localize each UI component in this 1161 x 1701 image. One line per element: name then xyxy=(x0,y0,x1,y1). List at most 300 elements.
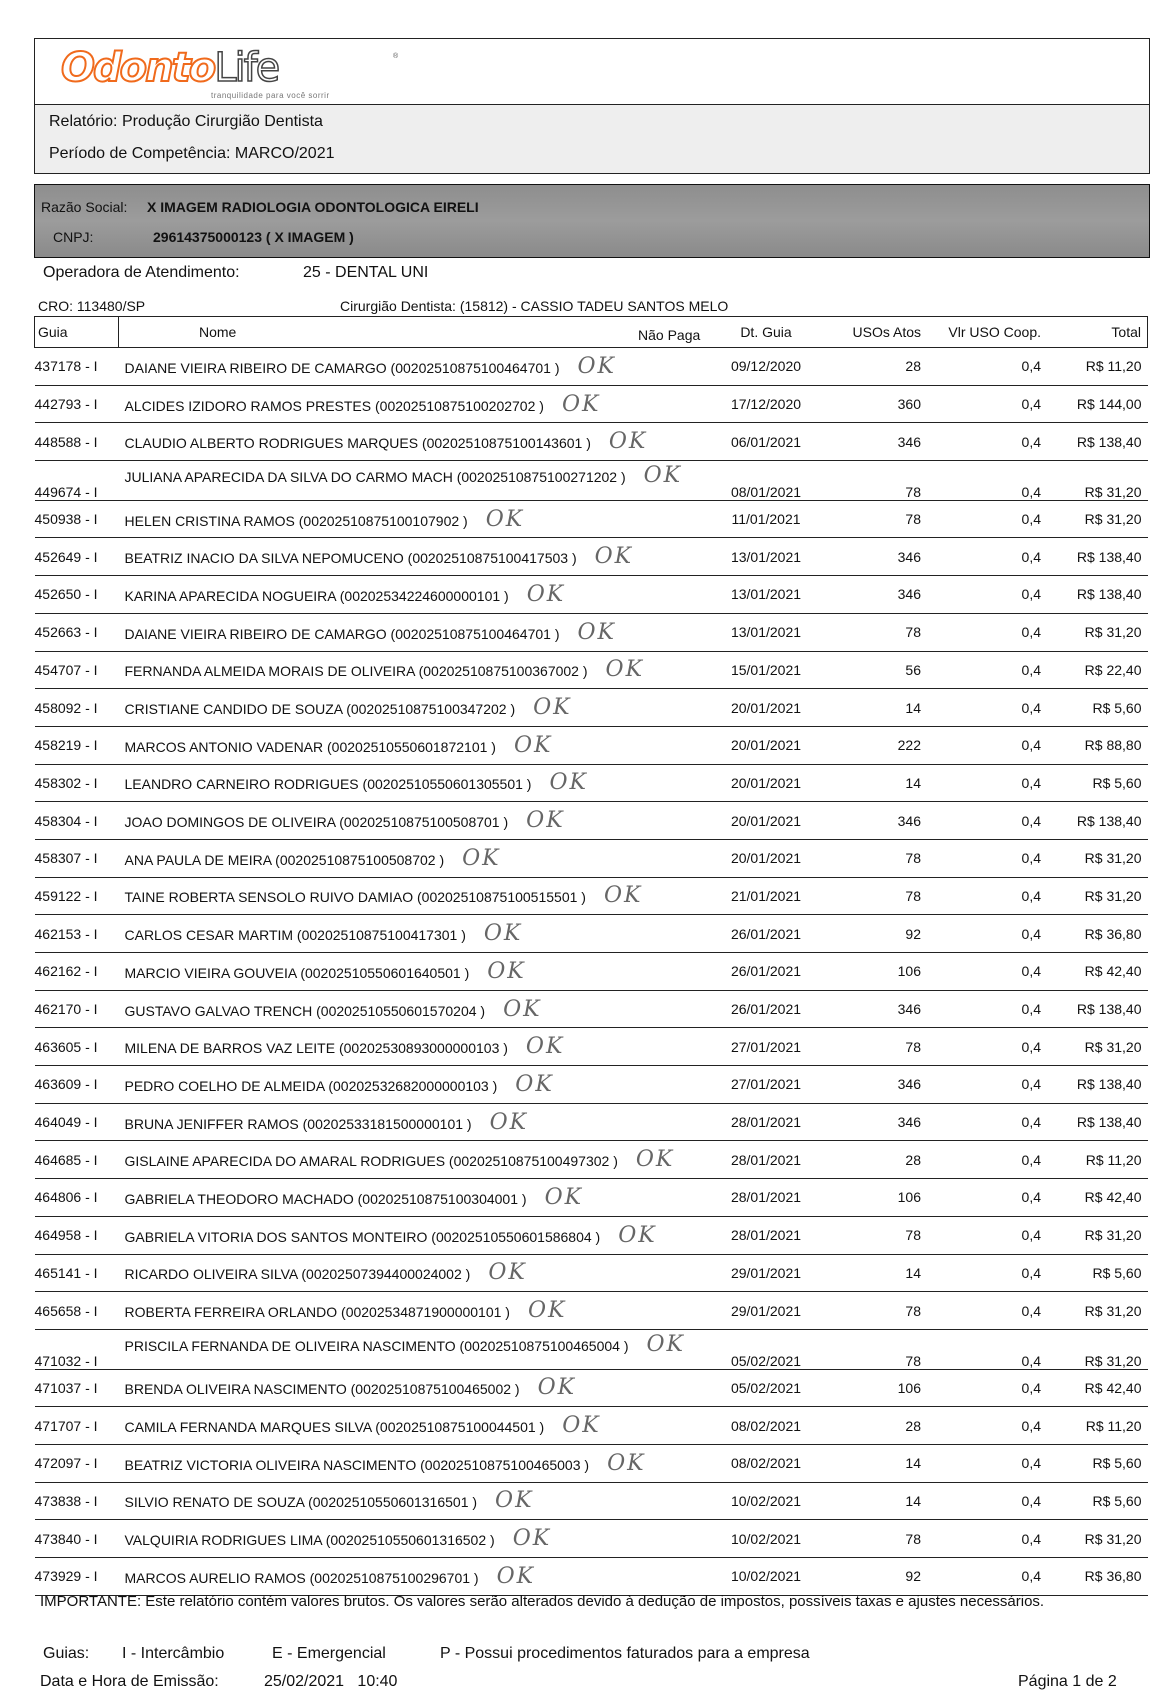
cell-guia: 454707 - I xyxy=(35,651,119,689)
cell-usos: 346 xyxy=(821,423,937,461)
cell-nome xyxy=(119,1292,712,1330)
handwritten-ok-mark: OK xyxy=(495,1488,534,1514)
cell-nome xyxy=(119,423,712,461)
handwritten-ok-mark: OK xyxy=(496,1563,536,1589)
cell-total: R$ 31,20 xyxy=(1057,1329,1148,1369)
handwritten-ok-mark: OK xyxy=(577,619,616,645)
table-row xyxy=(35,1066,1148,1104)
table-row xyxy=(35,915,1148,953)
cell-dt-guia: 21/01/2021 xyxy=(711,877,821,915)
cell-total: R$ 31,20 xyxy=(1057,877,1148,915)
handwritten-ok-mark: OK xyxy=(561,391,601,417)
patient-name: ANA PAULA DE MEIRA (00202510875100508702 ) xyxy=(124,851,445,868)
handwritten-ok-mark: OK xyxy=(549,770,588,796)
cell-nome xyxy=(119,1216,712,1254)
cell-usos: 28 xyxy=(821,1141,937,1179)
cell-usos: 78 xyxy=(821,1028,937,1066)
patient-name: MILENA DE BARROS VAZ LEITE (00202530893000000103 ) xyxy=(124,1040,508,1057)
table-row xyxy=(35,461,1148,501)
cell-dt-guia: 20/01/2021 xyxy=(711,839,821,877)
cell-vlr-uso: 0,4 xyxy=(937,689,1057,727)
cell-dt-guia: 08/01/2021 xyxy=(711,461,821,501)
table-header-row xyxy=(35,317,1148,348)
cell-nome xyxy=(119,689,712,727)
cell-nome xyxy=(119,1558,712,1596)
cell-total: R$ 5,60 xyxy=(1057,764,1148,802)
cell-dt-guia: 08/02/2021 xyxy=(711,1407,821,1445)
cell-total: R$ 11,20 xyxy=(1057,1407,1148,1445)
cell-nome xyxy=(119,348,712,386)
cell-dt-guia: 27/01/2021 xyxy=(711,1066,821,1104)
cell-usos: 56 xyxy=(821,651,937,689)
cell-usos: 346 xyxy=(821,1103,937,1141)
patient-name: GUSTAVO GALVAO TRENCH (00202510550601570204 ) xyxy=(124,1002,486,1019)
cell-total: R$ 138,40 xyxy=(1057,1066,1148,1104)
cell-guia: 463605 - I xyxy=(35,1028,119,1066)
table-row xyxy=(35,500,1148,538)
patient-name: PRISCILA FERNANDA DE OLIVEIRA NASCIMENTO (00202510875100465004 ) xyxy=(124,1337,629,1354)
handwritten-ok-mark: OK xyxy=(635,1147,675,1173)
patient-name: MARCIO VIEIRA GOUVEIA (00202510550601640501 ) xyxy=(124,964,470,981)
cell-nome xyxy=(119,915,712,953)
cell-nome xyxy=(119,1444,712,1482)
cell-total: R$ 31,20 xyxy=(1057,1292,1148,1330)
cell-usos: 346 xyxy=(821,576,937,614)
table-row xyxy=(35,1254,1148,1292)
handwritten-ok-mark: OK xyxy=(525,1034,565,1060)
cell-vlr-uso: 0,4 xyxy=(937,651,1057,689)
cell-usos: 106 xyxy=(821,1369,937,1407)
cell-nome xyxy=(119,1482,712,1520)
table-row xyxy=(35,764,1148,802)
cell-dt-guia: 28/01/2021 xyxy=(711,1216,821,1254)
cell-usos: 78 xyxy=(821,1520,937,1558)
patient-name: FERNANDA ALMEIDA MORAIS DE OLIVEIRA (00202510875100367002 ) xyxy=(124,663,588,680)
cell-nome xyxy=(119,1179,712,1217)
cell-usos: 78 xyxy=(821,613,937,651)
cell-vlr-uso: 0,4 xyxy=(937,1329,1057,1369)
cell-total: R$ 42,40 xyxy=(1057,1369,1148,1407)
cell-vlr-uso: 0,4 xyxy=(937,613,1057,651)
cell-total: R$ 5,60 xyxy=(1057,1482,1148,1520)
header-vlr-uso: Vlr USO Coop. xyxy=(937,317,1057,348)
patient-name: CRISTIANE CANDIDO DE SOUZA (00202510875100347202 ) xyxy=(124,701,516,718)
cell-total: R$ 42,40 xyxy=(1057,953,1148,991)
cell-dt-guia: 10/02/2021 xyxy=(711,1558,821,1596)
handwritten-ok-mark: OK xyxy=(577,353,616,379)
cell-total: R$ 5,60 xyxy=(1057,689,1148,727)
table-row xyxy=(35,1444,1148,1482)
patient-name: KARINA APARECIDA NOGUEIRA (00202534224600000101 ) xyxy=(124,587,509,604)
cell-nome xyxy=(119,385,712,423)
cell-usos: 14 xyxy=(821,764,937,802)
company-info xyxy=(34,184,1150,258)
cell-usos: 28 xyxy=(821,348,937,386)
handwritten-ok-mark: OK xyxy=(603,883,643,909)
cell-vlr-uso: 0,4 xyxy=(937,877,1057,915)
razao-value: X IMAGEM RADIOLOGIA ODONTOLOGICA EIRELI xyxy=(147,199,479,215)
cell-dt-guia: 15/01/2021 xyxy=(711,651,821,689)
table-row xyxy=(35,877,1148,915)
cell-total: R$ 31,20 xyxy=(1057,1028,1148,1066)
cell-usos: 360 xyxy=(821,385,937,423)
cell-nome xyxy=(119,877,712,915)
cell-total: R$ 5,60 xyxy=(1057,1254,1148,1292)
cell-nome xyxy=(119,802,712,840)
cell-vlr-uso: 0,4 xyxy=(937,1444,1057,1482)
cell-usos: 78 xyxy=(821,877,937,915)
table-row xyxy=(35,1141,1148,1179)
cell-vlr-uso: 0,4 xyxy=(937,500,1057,538)
cell-vlr-uso: 0,4 xyxy=(937,461,1057,501)
production-table xyxy=(34,316,1148,1596)
cell-usos: 346 xyxy=(821,1066,937,1104)
table-row xyxy=(35,802,1148,840)
table-row xyxy=(35,538,1148,576)
patient-name: LEANDRO CARNEIRO RODRIGUES (00202510550601305501 ) xyxy=(124,776,532,793)
cell-usos: 78 xyxy=(821,1216,937,1254)
patient-name: RICARDO OLIVEIRA SILVA (00202507394400024002 ) xyxy=(124,1266,471,1283)
cell-vlr-uso: 0,4 xyxy=(937,726,1057,764)
cell-vlr-uso: 0,4 xyxy=(937,1520,1057,1558)
cell-usos: 106 xyxy=(821,1179,937,1217)
cell-guia: 458307 - I xyxy=(35,839,119,877)
table-row xyxy=(35,1103,1148,1141)
table-row xyxy=(35,839,1148,877)
table-row xyxy=(35,348,1148,386)
cell-guia: 464049 - I xyxy=(35,1103,119,1141)
handwritten-ok-mark: OK xyxy=(503,996,542,1022)
handwritten-ok-mark: OK xyxy=(562,1413,601,1439)
cell-vlr-uso: 0,4 xyxy=(937,385,1057,423)
cell-guia: 462162 - I xyxy=(35,953,119,991)
table-row xyxy=(35,1558,1148,1596)
cell-dt-guia: 06/01/2021 xyxy=(711,423,821,461)
cell-vlr-uso: 0,4 xyxy=(937,348,1057,386)
page-number: Página 1 de 2 xyxy=(1018,1673,1117,1690)
cell-guia: 471032 - I xyxy=(35,1329,119,1369)
cell-usos: 346 xyxy=(821,538,937,576)
legend-label: Guias: xyxy=(43,1645,90,1662)
cell-total: R$ 138,40 xyxy=(1057,990,1148,1028)
cell-total: R$ 36,80 xyxy=(1057,915,1148,953)
handwritten-ok-mark: OK xyxy=(643,463,683,489)
handwritten-ok-mark: OK xyxy=(526,581,566,607)
patient-name: DAIANE VIEIRA RIBEIRO DE CAMARGO (00202510875100464701 ) xyxy=(124,359,560,376)
important-note: IMPORTANTE: Este relatório contém valores brutos. Os valores serão alterados devido à dedução de impostos, possíveis taxas e ajustes necessários. xyxy=(40,1593,1045,1610)
cell-total: R$ 138,40 xyxy=(1057,1103,1148,1141)
cell-dt-guia: 08/02/2021 xyxy=(711,1444,821,1482)
cell-guia: 471037 - I xyxy=(35,1369,119,1407)
cell-nome xyxy=(119,726,712,764)
cell-vlr-uso: 0,4 xyxy=(937,1369,1057,1407)
cell-usos: 92 xyxy=(821,915,937,953)
cell-nome xyxy=(119,1520,712,1558)
cell-total: R$ 11,20 xyxy=(1057,348,1148,386)
cell-usos: 78 xyxy=(821,1329,937,1369)
handwritten-ok-mark: OK xyxy=(515,1071,554,1097)
cell-dt-guia: 27/01/2021 xyxy=(711,1028,821,1066)
cell-vlr-uso: 0,4 xyxy=(937,1254,1057,1292)
cell-total: R$ 5,60 xyxy=(1057,1444,1148,1482)
patient-name: JULIANA APARECIDA DA SILVA DO CARMO MACH (00202510875100271202 ) xyxy=(124,469,626,486)
cell-dt-guia: 05/02/2021 xyxy=(711,1369,821,1407)
cell-total: R$ 138,40 xyxy=(1057,802,1148,840)
table-row xyxy=(35,1292,1148,1330)
report-title: Relatório: Produção Cirurgião Dentista xyxy=(49,113,323,130)
cell-guia: 452649 - I xyxy=(35,538,119,576)
table-row xyxy=(35,726,1148,764)
cell-guia: 464685 - I xyxy=(35,1141,119,1179)
cell-usos: 78 xyxy=(821,500,937,538)
handwritten-ok-mark: OK xyxy=(513,732,553,758)
cell-usos: 14 xyxy=(821,1254,937,1292)
cell-guia: 452650 - I xyxy=(35,576,119,614)
cell-dt-guia: 11/01/2021 xyxy=(711,500,821,538)
cell-guia: 458092 - I xyxy=(35,689,119,727)
cell-vlr-uso: 0,4 xyxy=(937,1558,1057,1596)
emission-value: 25/02/2021 10:40 xyxy=(264,1673,398,1690)
cell-dt-guia: 09/12/2020 xyxy=(711,348,821,386)
cell-guia: 448588 - I xyxy=(35,423,119,461)
cell-guia: 458219 - I xyxy=(35,726,119,764)
handwritten-ok-mark: OK xyxy=(462,845,501,871)
report-info xyxy=(34,104,1150,174)
patient-name: BRENDA OLIVEIRA NASCIMENTO (00202510875100465002 ) xyxy=(124,1381,520,1398)
cell-guia: 473840 - I xyxy=(35,1520,119,1558)
cell-dt-guia: 29/01/2021 xyxy=(711,1292,821,1330)
patient-name: BEATRIZ INACIO DA SILVA NEPOMUCENO (00202510875100417503 ) xyxy=(124,550,577,567)
table-row xyxy=(35,423,1148,461)
patient-name: MARCOS ANTONIO VADENAR (00202510550601872101 ) xyxy=(124,738,496,755)
patient-name: CLAUDIO ALBERTO RODRIGUES MARQUES (00202510875100143601 ) xyxy=(124,435,591,452)
cell-vlr-uso: 0,4 xyxy=(937,990,1057,1028)
cell-vlr-uso: 0,4 xyxy=(937,1292,1057,1330)
header-guia: Guia xyxy=(35,317,119,348)
cell-vlr-uso: 0,4 xyxy=(937,839,1057,877)
handwritten-ok-mark: OK xyxy=(533,695,572,721)
patient-name: TAINE ROBERTA SENSOLO RUIVO DAMIAO (00202510875100515501 ) xyxy=(124,889,586,906)
cell-total: R$ 36,80 xyxy=(1057,1558,1148,1596)
legend-i: I - Intercâmbio xyxy=(122,1645,225,1662)
cell-usos: 78 xyxy=(821,1292,937,1330)
cell-guia: 462170 - I xyxy=(35,990,119,1028)
cell-guia: 450938 - I xyxy=(35,500,119,538)
table-row xyxy=(35,1329,1148,1369)
cell-guia: 464806 - I xyxy=(35,1179,119,1217)
cell-total: R$ 88,80 xyxy=(1057,726,1148,764)
cell-usos: 14 xyxy=(821,1482,937,1520)
handwritten-ok-mark: OK xyxy=(537,1375,577,1401)
handwritten-ok-mark: OK xyxy=(544,1184,584,1210)
cell-nome xyxy=(119,1028,712,1066)
cell-total: R$ 144,00 xyxy=(1057,385,1148,423)
cell-vlr-uso: 0,4 xyxy=(937,1482,1057,1520)
patient-name: JOAO DOMINGOS DE OLIVEIRA (00202510875100508701 ) xyxy=(124,814,509,831)
cell-nome xyxy=(119,764,712,802)
cell-total: R$ 31,20 xyxy=(1057,839,1148,877)
table-row xyxy=(35,953,1148,991)
table-row xyxy=(35,385,1148,423)
cell-total: R$ 138,40 xyxy=(1057,538,1148,576)
cell-nome xyxy=(119,1141,712,1179)
cnpj-label: CNPJ: xyxy=(53,229,94,245)
cell-nome xyxy=(119,990,712,1028)
cell-guia: 472097 - I xyxy=(35,1444,119,1482)
patient-name: GABRIELA THEODORO MACHADO (00202510875100304001 ) xyxy=(124,1190,527,1207)
cro: CRO: 113480/SP xyxy=(38,298,146,314)
cell-nome xyxy=(119,651,712,689)
cell-vlr-uso: 0,4 xyxy=(937,1103,1057,1141)
cell-guia: 464958 - I xyxy=(35,1216,119,1254)
cell-vlr-uso: 0,4 xyxy=(937,538,1057,576)
handwritten-ok-mark: OK xyxy=(512,1526,552,1552)
cell-nome xyxy=(119,1407,712,1445)
cell-nome xyxy=(119,1369,712,1407)
patient-name: CAMILA FERNANDA MARQUES SILVA (00202510875100044501 ) xyxy=(124,1419,545,1436)
table-row xyxy=(35,1520,1148,1558)
cell-vlr-uso: 0,4 xyxy=(937,802,1057,840)
odontolife-logo: OdontoLife ® tranquilidade para você sorrir xyxy=(61,45,399,100)
patient-name: BRUNA JENIFFER RAMOS (00202533181500000101 ) xyxy=(124,1115,472,1132)
cell-vlr-uso: 0,4 xyxy=(937,1066,1057,1104)
cell-vlr-uso: 0,4 xyxy=(937,576,1057,614)
table-row xyxy=(35,1369,1148,1407)
cell-usos: 14 xyxy=(821,1444,937,1482)
operadora: Operadora de Atendimento: 25 - DENTAL UNI xyxy=(43,264,429,281)
cell-total: R$ 31,20 xyxy=(1057,500,1148,538)
table-row xyxy=(35,576,1148,614)
cell-nome xyxy=(119,538,712,576)
table-row xyxy=(35,613,1148,651)
cell-total: R$ 31,20 xyxy=(1057,613,1148,651)
cell-guia: 473929 - I xyxy=(35,1558,119,1596)
cell-usos: 92 xyxy=(821,1558,937,1596)
cell-vlr-uso: 0,4 xyxy=(937,764,1057,802)
cell-total: R$ 31,20 xyxy=(1057,461,1148,501)
cell-dt-guia: 28/01/2021 xyxy=(711,1141,821,1179)
handwritten-ok-mark: OK xyxy=(607,1450,646,1476)
cell-vlr-uso: 0,4 xyxy=(937,1141,1057,1179)
handwritten-ok-mark: OK xyxy=(527,1298,567,1324)
cell-total: R$ 138,40 xyxy=(1057,423,1148,461)
cell-dt-guia: 13/01/2021 xyxy=(711,576,821,614)
cell-dt-guia: 13/01/2021 xyxy=(711,613,821,651)
cell-vlr-uso: 0,4 xyxy=(937,423,1057,461)
patient-name: VALQUIRIA RODRIGUES LIMA (00202510550601316502 ) xyxy=(124,1532,495,1549)
cell-usos: 106 xyxy=(821,953,937,991)
header-nome: Nome xyxy=(119,317,712,348)
legend-e: E - Emergencial xyxy=(272,1645,386,1662)
cell-nome xyxy=(119,461,712,501)
cell-usos: 346 xyxy=(821,990,937,1028)
cell-dt-guia: 28/01/2021 xyxy=(711,1179,821,1217)
handwritten-ok-mark: OK xyxy=(488,1260,527,1286)
cell-dt-guia: 13/01/2021 xyxy=(711,538,821,576)
cell-dt-guia: 20/01/2021 xyxy=(711,689,821,727)
cell-dt-guia: 20/01/2021 xyxy=(711,764,821,802)
cell-usos: 346 xyxy=(821,802,937,840)
cell-vlr-uso: 0,4 xyxy=(937,1028,1057,1066)
cell-dt-guia: 26/01/2021 xyxy=(711,990,821,1028)
cell-total: R$ 22,40 xyxy=(1057,651,1148,689)
patient-name: ALCIDES IZIDORO RAMOS PRESTES (00202510875100202702 ) xyxy=(124,397,544,414)
cell-dt-guia: 20/01/2021 xyxy=(711,802,821,840)
cell-guia: 458304 - I xyxy=(35,802,119,840)
cell-nome xyxy=(119,613,712,651)
header-nao-paga: Não Paga xyxy=(638,327,701,343)
cell-nome xyxy=(119,1066,712,1104)
table-row xyxy=(35,689,1148,727)
cell-guia: 459122 - I xyxy=(35,877,119,915)
cell-total: R$ 11,20 xyxy=(1057,1141,1148,1179)
cell-vlr-uso: 0,4 xyxy=(937,915,1057,953)
report-period: Período de Competência: MARCO/2021 xyxy=(49,145,335,162)
cell-total: R$ 31,20 xyxy=(1057,1216,1148,1254)
patient-name: CARLOS CESAR MARTIM (00202510875100417301 ) xyxy=(124,927,466,944)
logo-header xyxy=(34,38,1150,105)
table-row xyxy=(35,1028,1148,1066)
cell-dt-guia: 10/02/2021 xyxy=(711,1520,821,1558)
patient-name: SILVIO RENATO DE SOUZA (00202510550601316501 ) xyxy=(124,1494,478,1511)
patient-name: HELEN CRISTINA RAMOS (00202510875100107902 ) xyxy=(124,512,468,529)
cell-guia: 465141 - I xyxy=(35,1254,119,1292)
cell-dt-guia: 29/01/2021 xyxy=(711,1254,821,1292)
handwritten-ok-mark: OK xyxy=(485,506,525,532)
table-row xyxy=(35,1407,1148,1445)
cell-dt-guia: 17/12/2020 xyxy=(711,385,821,423)
cell-usos: 222 xyxy=(821,726,937,764)
table-row xyxy=(35,1179,1148,1217)
patient-name: DAIANE VIEIRA RIBEIRO DE CAMARGO (00202510875100464701 ) xyxy=(124,625,560,642)
cell-total: R$ 42,40 xyxy=(1057,1179,1148,1217)
cell-guia: 473838 - I xyxy=(35,1482,119,1520)
cell-usos: 28 xyxy=(821,1407,937,1445)
cell-usos: 78 xyxy=(821,461,937,501)
table-row xyxy=(35,1482,1148,1520)
handwritten-ok-mark: OK xyxy=(483,921,523,947)
cell-dt-guia: 20/01/2021 xyxy=(711,726,821,764)
cell-nome xyxy=(119,1103,712,1141)
cell-nome xyxy=(119,576,712,614)
cell-guia: 462153 - I xyxy=(35,915,119,953)
cell-usos: 14 xyxy=(821,689,937,727)
cell-dt-guia: 26/01/2021 xyxy=(711,953,821,991)
table-row xyxy=(35,1216,1148,1254)
cnpj-value: 29614375000123 ( X IMAGEM ) xyxy=(153,229,354,245)
cell-usos: 78 xyxy=(821,839,937,877)
patient-name: GISLAINE APARECIDA DO AMARAL RODRIGUES (00202510875100497302 ) xyxy=(124,1153,618,1170)
handwritten-ok-mark: OK xyxy=(487,958,526,984)
cell-guia: 449674 - I xyxy=(35,461,119,501)
patient-name: GABRIELA VITORIA DOS SANTOS MONTEIRO (00202510550601586804 ) xyxy=(124,1228,601,1245)
dentist: Cirurgião Dentista: (15812) - CASSIO TADEU SANTOS MELO xyxy=(340,298,729,314)
cell-nome xyxy=(119,500,712,538)
cell-nome xyxy=(119,839,712,877)
cell-guia: 442793 - I xyxy=(35,385,119,423)
cell-dt-guia: 26/01/2021 xyxy=(711,915,821,953)
header-dt-guia: Dt. Guia xyxy=(711,317,821,348)
table-row xyxy=(35,990,1148,1028)
cell-vlr-uso: 0,4 xyxy=(937,953,1057,991)
handwritten-ok-mark: OK xyxy=(605,657,645,683)
cell-nome xyxy=(119,1254,712,1292)
cell-nome xyxy=(119,1329,712,1369)
cell-dt-guia: 10/02/2021 xyxy=(711,1482,821,1520)
cell-nome xyxy=(119,953,712,991)
razao-label: Razão Social: xyxy=(41,199,128,215)
handwritten-ok-mark: OK xyxy=(526,808,565,834)
